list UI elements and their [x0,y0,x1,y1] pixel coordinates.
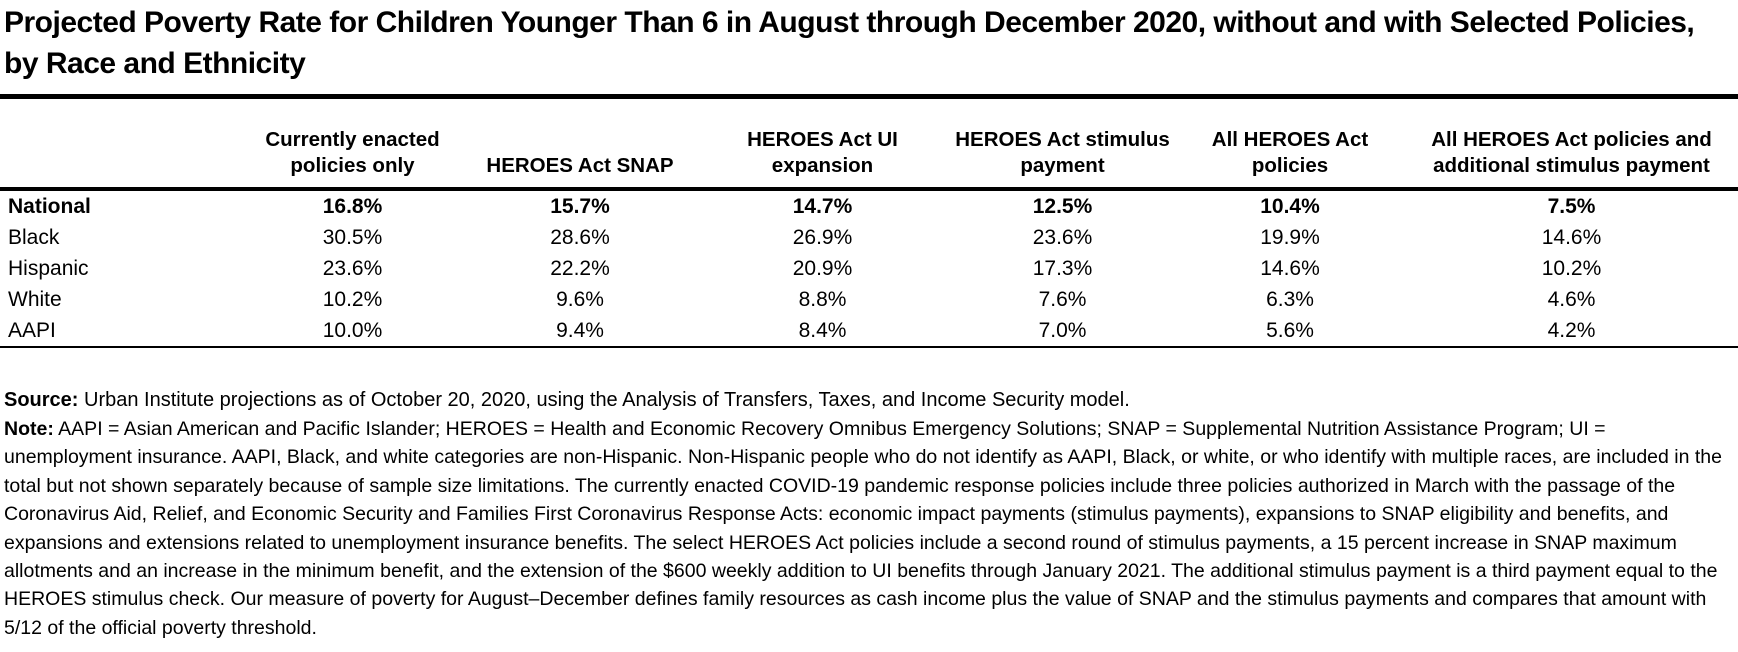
row-label: National [8,195,91,218]
table-cell: 15.7% [550,195,610,218]
table-row [0,253,1738,284]
table-row [0,189,1738,222]
table-cell: 5.6% [1175,315,1405,347]
column-header: Currently enacted policies only [240,99,465,189]
table-row [0,284,1738,315]
table-cell: 14.6% [1260,257,1320,280]
row-label: AAPI [0,315,240,347]
table-cell: 26.9% [792,226,853,249]
column-header: HEROES Act stimulus payment [950,99,1175,189]
poverty-rate-table [0,99,1738,348]
column-header: All HEROES Act policies [1175,99,1405,189]
table-cell: 22.2% [550,257,610,280]
table-cell: 10.4% [1260,195,1320,218]
table-row [0,222,1738,253]
table-cell: 23.6% [1032,226,1093,249]
table-cell: 19.9% [1260,226,1320,249]
table-cell: 7.5% [1547,195,1596,218]
table-cell: 28.6% [550,226,610,249]
row-label: Hispanic [8,257,89,280]
table-body [0,189,1738,347]
note-label: Note: [4,418,54,440]
table-cell: 10.0% [240,315,465,347]
table-cell: 9.6% [556,288,604,311]
table-cell: 14.6% [1541,226,1602,249]
table-cell: 4.2% [1405,315,1738,347]
table-cell: 12.5% [1032,195,1093,218]
table-cell: 14.7% [792,195,853,218]
note-text: AAPI = Asian American and Pacific Islander; HEROES = Health and Economic Recovery Omnibus Emergency Solutions; SNAP = Supplemental Nutrition Assistance Program; UI = unemployment insurance. AAPI, Black, and white categories are non-Hispanic. Non-Hispanic people who do not identify as AAPI, Black, or white, or who identify with multiple races, are included in the total but not shown separately because of sample size limitations. The currently enacted COVID-19 pandemic response policies include three policies authorized in March with the passage of the Coronavirus Aid, Relief, and Economic Security and Families First Coronavirus Response Acts: economic impact payments (stimulus payments), expansions to SNAP eligibility and benefits, and expansions and extensions related to unemployment insurance benefits. The select HEROES Act policies include a second round of stimulus payments, a 15 percent increase in SNAP maximum allotments and an increase in the minimum benefit, and the extension of the $600 weekly addition to UI benefits through January 2021. The additional stimulus payment is a third payment equal to the HEROES stimulus check. Our measure of poverty for August–December defines family resources as cash income plus the value of SNAP and the stimulus payments and compares that amount with 5/12 of the official poverty threshold. [4,418,1722,639]
table-cell: 10.2% [322,288,383,311]
table-cell: 7.6% [1038,288,1087,311]
table-cell: 16.8% [322,195,383,218]
table-cell: 20.9% [792,257,853,280]
page-title: Projected Poverty Rate for Children Younger Than 6 in August through December 2020, without and with Selected Policies, by Race and Ethnicity [0,0,1738,99]
column-header-race-ethnicity [0,99,240,189]
table-cell: 23.6% [322,257,383,280]
table-cell: 8.8% [798,288,847,311]
column-header: HEROES Act UI expansion [695,99,950,189]
table-cell: 17.3% [1032,257,1093,280]
column-header: All HEROES Act policies and additional stimulus payment [1405,99,1738,189]
table-cell: 6.3% [1266,288,1314,311]
source-line [4,386,1730,414]
table-cell: 30.5% [322,226,383,249]
table-row [0,315,1738,347]
table-cell: 9.4% [465,315,695,347]
table-cell: 7.0% [950,315,1175,347]
table-cell: 4.6% [1547,288,1596,311]
column-header: HEROES Act SNAP [465,99,695,189]
table-cell: 10.2% [1541,257,1602,280]
table-header-row [0,99,1738,189]
note-paragraph [4,415,1730,642]
source-label: Source: [4,389,79,411]
table-cell: 8.4% [695,315,950,347]
source-text: Urban Institute projections as of October 20, 2020, using the Analysis of Transfers, Taxes, and Income Security model. [84,389,1130,411]
row-label: Black [8,226,60,249]
row-label: White [8,288,62,311]
